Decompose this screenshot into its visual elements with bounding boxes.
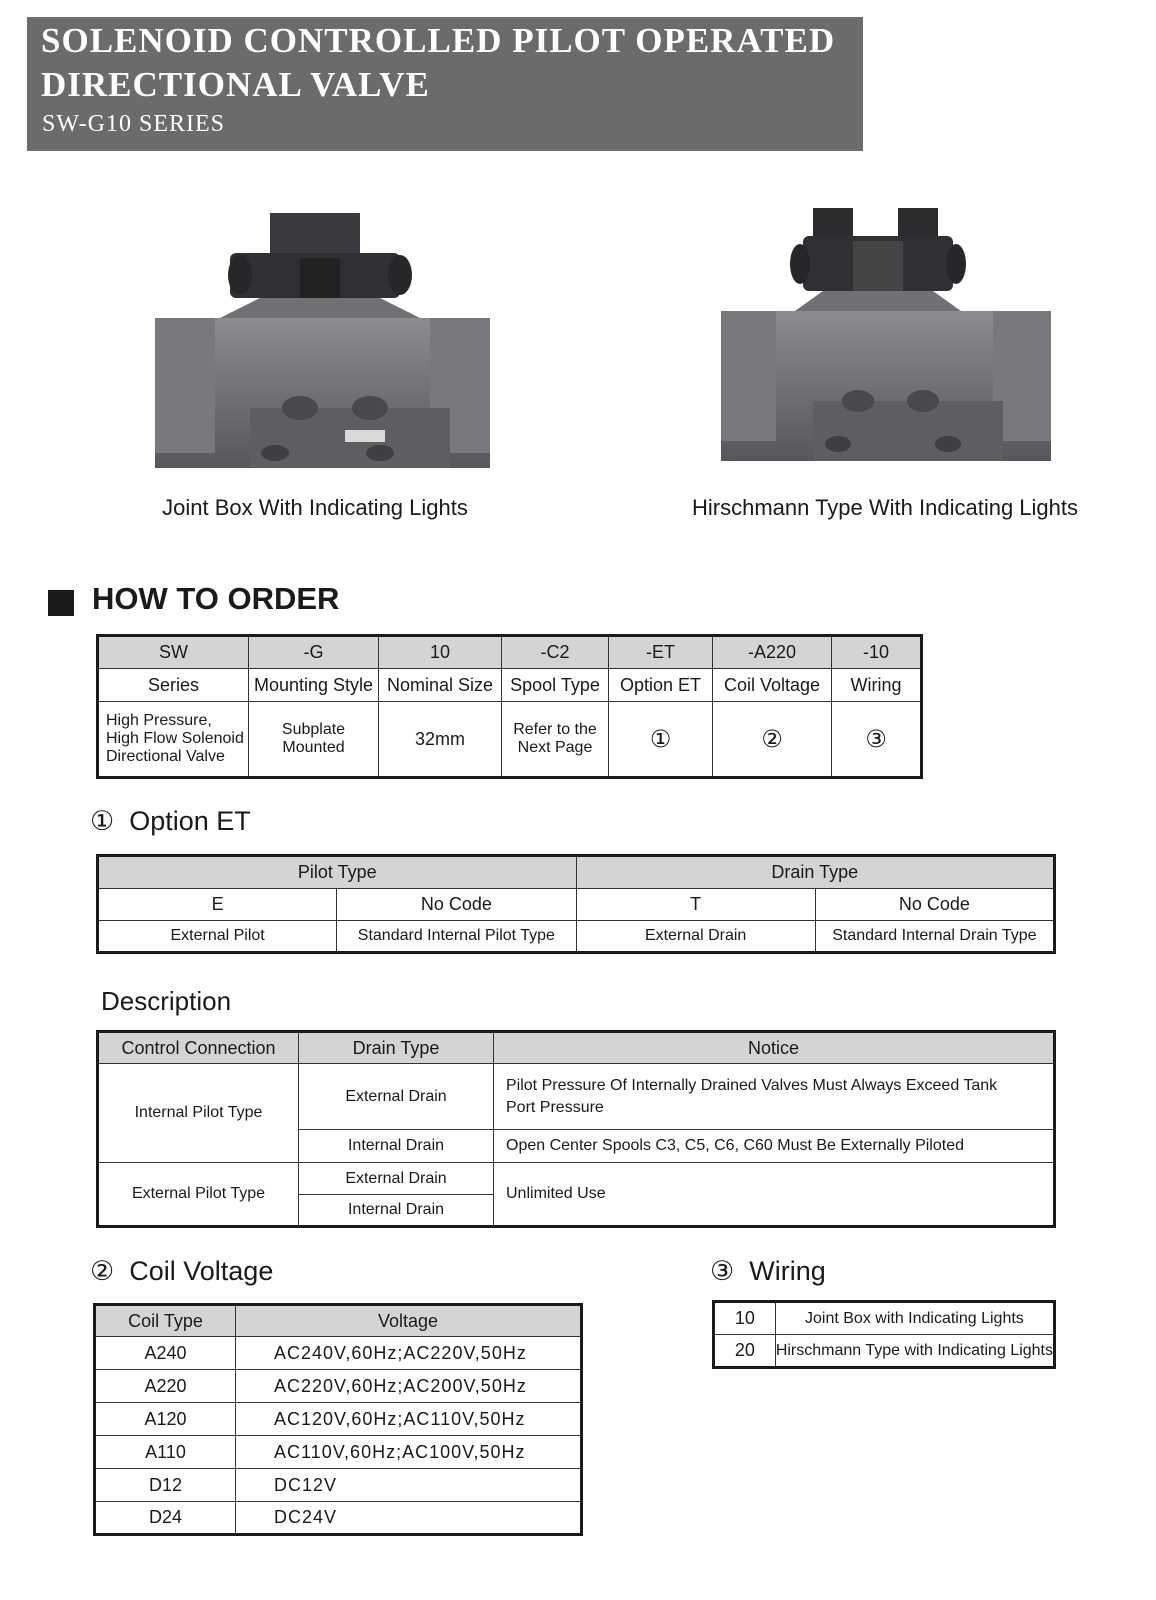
- label-wiring: Wiring: [832, 669, 922, 702]
- drain-type-header: Drain Type: [576, 856, 1055, 889]
- label-mounting: Mounting Style: [249, 669, 379, 702]
- voltage-cell: DC12V: [236, 1469, 582, 1502]
- series-subtitle: SW-G10 SERIES: [42, 111, 226, 137]
- valve-photo-hirschmann: [718, 206, 1053, 471]
- label-series: Series: [98, 669, 249, 702]
- desc-external-drain: External Drain: [576, 921, 815, 953]
- wiring-desc-cell: Hirschmann Type with Indicating Lights: [775, 1335, 1054, 1368]
- wiring-heading: [710, 1256, 826, 1287]
- page-title-line-1: SOLENOID CONTROLLED PILOT OPERATED: [41, 21, 836, 60]
- valve-photo-joint-box: [150, 208, 495, 478]
- description-header-row: [98, 1032, 1055, 1064]
- description-heading: Description: [101, 986, 232, 1016]
- table-row: [95, 1337, 582, 1370]
- coil-type-cell: A120: [95, 1403, 236, 1436]
- notice-cell: Open Center Spools C3, C5, C6, C60 Must Be Externally Piloted: [494, 1130, 1055, 1163]
- value-size: 32mm: [379, 702, 502, 778]
- order-label-row: [98, 669, 922, 702]
- coil-type-cell: A110: [95, 1436, 236, 1469]
- option-et-title: Option ET: [129, 806, 251, 836]
- label-option: Option ET: [609, 669, 713, 702]
- header-coil-type: Coil Type: [95, 1305, 236, 1337]
- option-et-group-row: [98, 856, 1055, 889]
- value-mounting-line: Mounted: [282, 739, 345, 756]
- coil-voltage-table: [93, 1303, 583, 1536]
- code-voltage: -A220: [713, 636, 832, 669]
- value-wiring-ref: ③: [832, 702, 922, 778]
- value-spool-line: Next Page: [517, 739, 593, 756]
- table-row: [95, 1370, 582, 1403]
- option-et-heading: [90, 806, 251, 837]
- order-code-row: [98, 636, 922, 669]
- coil-type-cell: A240: [95, 1337, 236, 1370]
- external-pilot-cell: External Pilot Type: [98, 1163, 299, 1227]
- code-t: T: [576, 889, 815, 921]
- header-voltage: Voltage: [236, 1305, 582, 1337]
- value-spool: [502, 702, 609, 778]
- code-no-code-pilot: No Code: [337, 889, 576, 921]
- voltage-cell: AC220V,60Hz;AC200V,50Hz: [236, 1370, 582, 1403]
- label-voltage: Coil Voltage: [713, 669, 832, 702]
- code-mounting: -G: [249, 636, 379, 669]
- header-notice: Notice: [494, 1032, 1055, 1064]
- desc-external-pilot: External Pilot: [98, 921, 337, 953]
- notice-line: Port Pressure: [506, 1098, 604, 1116]
- notice-cell: [494, 1064, 1055, 1130]
- coil-voltage-title: Coil Voltage: [129, 1256, 274, 1286]
- internal-drain-cell: Internal Drain: [299, 1195, 494, 1227]
- right-photo-caption: Hirschmann Type With Indicating Lights: [692, 495, 1078, 520]
- desc-internal-pilot: Standard Internal Pilot Type: [337, 921, 576, 953]
- code-size: 10: [379, 636, 502, 669]
- wiring-code-cell: 20: [714, 1335, 776, 1368]
- notice-line: Pilot Pressure Of Internally Drained Valves Must Always Exceed Tank: [506, 1076, 998, 1094]
- value-option-ref: ①: [609, 702, 713, 778]
- header-drain-type: Drain Type: [299, 1032, 494, 1064]
- wiring-title: Wiring: [749, 1256, 826, 1286]
- option-et-code-row: [98, 889, 1055, 921]
- wiring-table: [712, 1300, 1056, 1369]
- external-drain-cell: External Drain: [299, 1163, 494, 1195]
- notice-cell: Unlimited Use: [494, 1163, 1055, 1227]
- code-option: -ET: [609, 636, 713, 669]
- voltage-cell: DC24V: [236, 1502, 582, 1535]
- voltage-cell: AC240V,60Hz;AC220V,50Hz: [236, 1337, 582, 1370]
- value-mounting-line: Subplate: [281, 721, 346, 738]
- code-spool: -C2: [502, 636, 609, 669]
- table-row: [98, 1163, 1055, 1195]
- coil-voltage-heading: [90, 1256, 273, 1287]
- table-row: [95, 1469, 582, 1502]
- title-banner: [27, 17, 863, 151]
- voltage-cell: AC110V,60Hz;AC100V,50Hz: [236, 1436, 582, 1469]
- table-row: [714, 1302, 1055, 1335]
- desc-internal-drain: Standard Internal Drain Type: [815, 921, 1054, 953]
- coil-voltage-number: ②: [90, 1256, 115, 1287]
- wiring-desc-cell: Joint Box with Indicating Lights: [775, 1302, 1054, 1335]
- how-to-order-heading: HOW TO ORDER: [92, 581, 340, 616]
- voltage-cell: AC120V,60Hz;AC110V,50Hz: [236, 1403, 582, 1436]
- table-row: [95, 1403, 582, 1436]
- page-title-line-2: DIRECTIONAL VALVE: [41, 65, 430, 104]
- code-no-code-drain: No Code: [815, 889, 1054, 921]
- table-row: [95, 1436, 582, 1469]
- value-series-line: Directional Valve: [106, 748, 225, 765]
- external-drain-cell: External Drain: [299, 1064, 494, 1130]
- label-size: Nominal Size: [379, 669, 502, 702]
- option-et-desc-row: [98, 921, 1055, 953]
- table-row: [714, 1335, 1055, 1368]
- coil-type-cell: D12: [95, 1469, 236, 1502]
- label-spool: Spool Type: [502, 669, 609, 702]
- coil-header-row: [95, 1305, 582, 1337]
- value-series-line: High Flow Solenoid: [106, 730, 244, 747]
- header-control-connection: Control Connection: [98, 1032, 299, 1064]
- value-mounting: [249, 702, 379, 778]
- internal-pilot-cell: Internal Pilot Type: [98, 1064, 299, 1163]
- left-photo-caption: Joint Box With Indicating Lights: [162, 495, 468, 520]
- option-et-table: [96, 854, 1056, 954]
- description-table: [96, 1030, 1056, 1228]
- code-e: E: [98, 889, 337, 921]
- table-row: [95, 1502, 582, 1535]
- section-bullet-square: [48, 590, 74, 616]
- table-row: [98, 1064, 1055, 1130]
- order-code-table: [96, 634, 923, 779]
- value-series-line: High Pressure,: [106, 712, 212, 729]
- pilot-type-header: Pilot Type: [98, 856, 577, 889]
- value-voltage-ref: ②: [713, 702, 832, 778]
- value-series: [98, 702, 249, 778]
- code-series: SW: [98, 636, 249, 669]
- coil-type-cell: D24: [95, 1502, 236, 1535]
- code-wiring: -10: [832, 636, 922, 669]
- wiring-code-cell: 10: [714, 1302, 776, 1335]
- option-et-number: ①: [90, 806, 115, 837]
- internal-drain-cell: Internal Drain: [299, 1130, 494, 1163]
- value-spool-line: Refer to the: [513, 721, 597, 738]
- coil-type-cell: A220: [95, 1370, 236, 1403]
- wiring-number: ③: [710, 1256, 735, 1287]
- order-value-row: [98, 702, 922, 778]
